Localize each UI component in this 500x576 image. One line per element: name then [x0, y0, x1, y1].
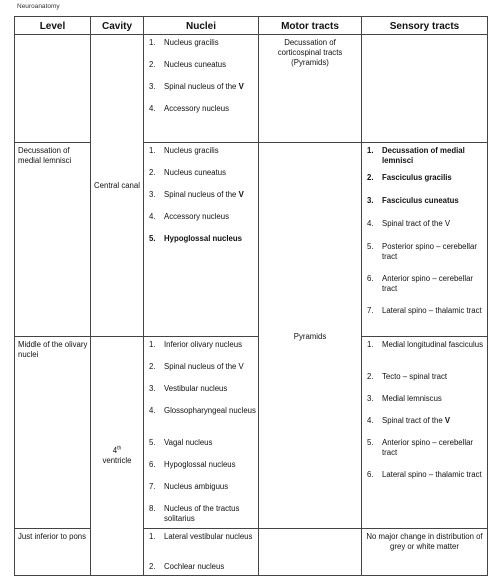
list-item: 3. Fasciculus cuneatus	[367, 196, 459, 205]
list-item: 2. Fasciculus gracilis	[367, 173, 452, 182]
motor-tracts-text: Pyramids	[293, 332, 327, 341]
nuclei-list	[144, 337, 258, 526]
header-row	[15, 17, 488, 35]
list-item: 1. Lateral vestibular nucleus	[149, 532, 253, 541]
list-item: 4. Accessory nucleus	[149, 104, 230, 113]
running-head: Neuroanatomy	[17, 3, 60, 10]
nuclei-cell	[144, 143, 259, 337]
list-item: 3. Vestibular nucleus	[149, 384, 228, 393]
nuclei-cell	[144, 35, 259, 143]
table-row	[15, 337, 488, 529]
motor-tracts-text: Decussation of corticospinal tracts (Pyramids)	[277, 38, 343, 67]
cavity-fourth-ventricle	[91, 337, 144, 576]
list-item: 4. Spinal tract of the V	[367, 416, 451, 425]
header-motor-tracts: Motor tracts	[259, 17, 362, 35]
nuclei-cell	[144, 337, 259, 529]
list-item: 1. Nucleus gracilis	[149, 38, 219, 47]
list-item: 3. Spinal nucleus of the V	[149, 190, 244, 199]
level-cell: Just inferior to pons	[15, 529, 91, 576]
level-cell: Decussation of medial lemnisci	[15, 143, 91, 337]
list-item: 3. Spinal nucleus of the V	[149, 82, 244, 91]
header-cavity: Cavity	[91, 17, 144, 35]
list-item: 7. Nucleus ambiguus	[149, 482, 229, 491]
header-level: Level	[15, 17, 91, 35]
cavity-label: 4th ventricle	[102, 445, 132, 465]
list-item: 4. Spinal tract of the V	[367, 219, 451, 228]
list-item: 4. Accessory nucleus	[149, 212, 230, 221]
neuroanatomy-table	[14, 16, 488, 576]
list-item: 2. Tecto – spinal tract	[367, 372, 448, 381]
list-item: 1. Medial longitudinal fasciculus	[367, 340, 483, 349]
list-item: 5. Hypoglossal nucleus	[149, 234, 242, 243]
list-item: 2. Spinal nucleus of the V	[149, 362, 244, 371]
list-item: 1. Nucleus gracilis	[149, 146, 219, 155]
list-item: 2. Cochlear nucleus	[149, 562, 225, 571]
motor-tracts-cell-empty	[259, 529, 362, 576]
level-cell	[15, 35, 91, 143]
sensory-list	[362, 143, 487, 328]
list-item: 5. Vagal nucleus	[149, 438, 213, 447]
nuclei-list	[144, 143, 258, 256]
sensory-list	[362, 337, 487, 492]
sensory-tracts-cell-empty	[362, 35, 488, 143]
list-item: 6. Lateral spino – thalamic tract	[367, 470, 482, 479]
nuclei-cell	[144, 529, 259, 576]
list-item: 7. Lateral spino – thalamic tract	[367, 306, 482, 315]
nuclei-list	[144, 35, 258, 126]
sensory-tracts-cell	[362, 529, 488, 576]
cavity-central-canal	[91, 35, 144, 337]
motor-tracts-merged-cell	[259, 143, 362, 529]
list-item: 3. Medial lemniscus	[367, 394, 442, 403]
cavity-label: Central canal	[94, 180, 140, 190]
list-item: 1. Decussation of medial lemnisci	[367, 146, 465, 165]
nuclei-list	[144, 529, 258, 574]
table-row	[15, 143, 488, 337]
table-row	[15, 529, 488, 576]
header-nuclei: Nuclei	[144, 17, 259, 35]
sensory-tracts-cell	[362, 143, 488, 337]
list-item: 6. Anterior spino – cerebellar tract	[367, 274, 474, 293]
list-item: 4. Glossopharyngeal nucleus	[149, 406, 256, 415]
level-cell: Middle of the olivary nuclei	[15, 337, 91, 529]
list-item: 2. Nucleus cuneatus	[149, 60, 226, 69]
sensory-tracts-text: No major change in distribution of grey or white matter	[366, 532, 483, 551]
list-item: 5. Anterior spino – cerebellar tract	[367, 438, 474, 457]
list-item: 5. Posterior spino – cerebellar tract	[367, 242, 477, 261]
list-item: 1. Inferior olivary nucleus	[149, 340, 243, 349]
header-sensory-tracts: Sensory tracts	[362, 17, 488, 35]
motor-tracts-cell	[259, 35, 362, 143]
list-item: 8. Nucleus of the tractus solitarius	[149, 504, 240, 523]
list-item: 6. Hypoglossal nucleus	[149, 460, 236, 469]
list-item: 2. Nucleus cuneatus	[149, 168, 226, 177]
sensory-tracts-cell	[362, 337, 488, 529]
table-row	[15, 35, 488, 143]
